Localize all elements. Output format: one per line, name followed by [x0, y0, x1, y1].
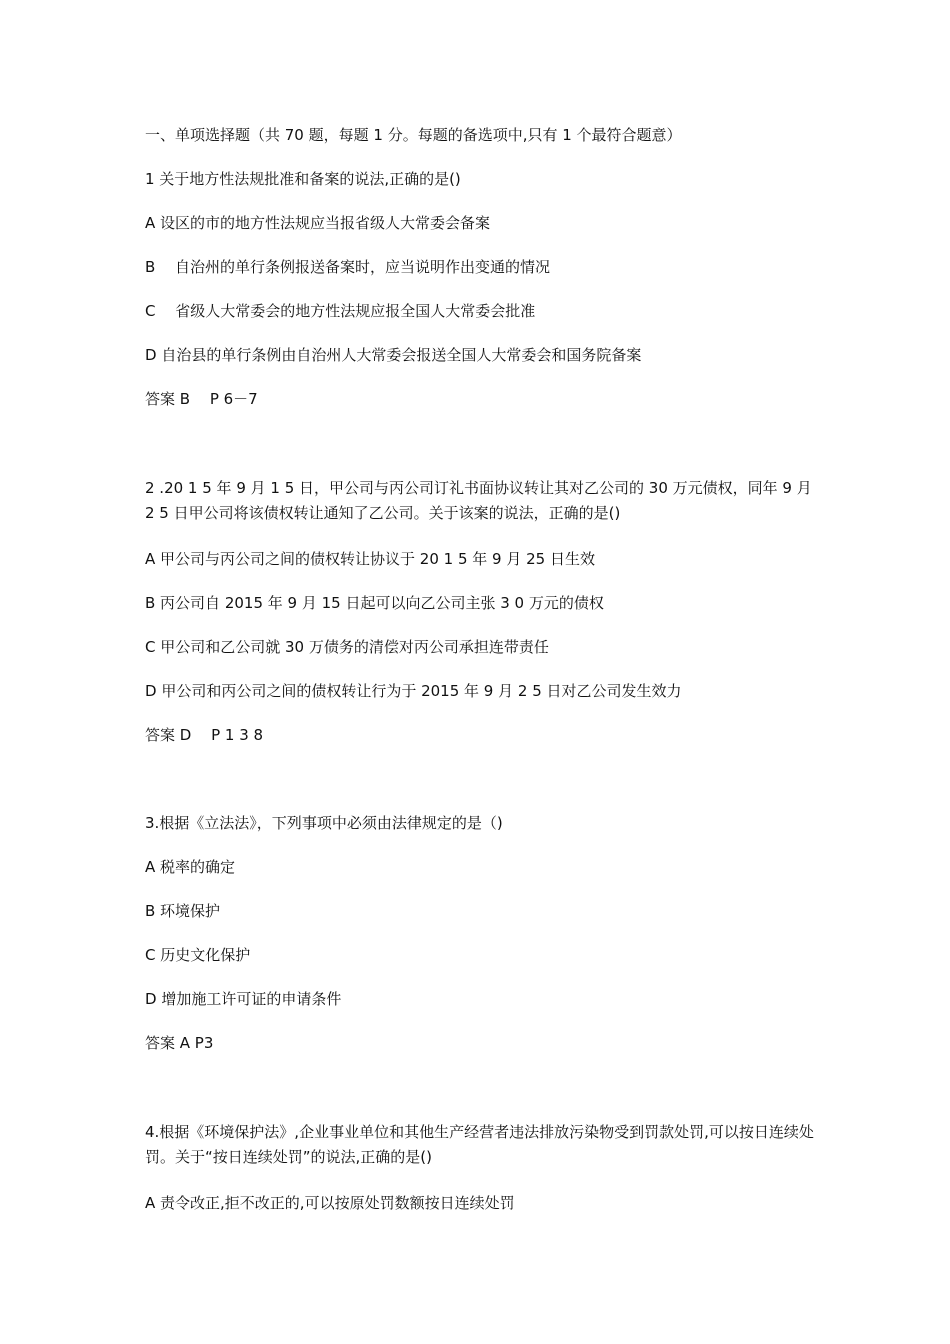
question-2-answer: 答案 D P 1 3 8 — [145, 726, 264, 744]
question-3-answer: 答案 A P3 — [145, 1034, 214, 1052]
question-1-option-a: A 设区的市的地方性法规应当报省级人大常委会备案 — [145, 214, 491, 232]
question-3-option-c: C 历史文化保护 — [145, 946, 251, 964]
question-1-option-b: B 自治州的单行条例报送备案时，应当说明作出变通的情况 — [145, 258, 551, 276]
section-header: 一、单项选择题（共 70 题，每题 1 分。每题的备选项中,只有 1 个最符合题意） — [145, 126, 682, 144]
question-2-option-a: A 甲公司与丙公司之间的债权转让协议于 20 1 5 年 9 月 25 日生效 — [145, 550, 595, 568]
question-1-stem: 1 关于地方性法规批准和备案的说法,正确的是() — [145, 170, 461, 188]
question-4-stem: 4.根据《环境保护法》,企业事业单位和其他生产经营者违法排放污染物受到罚款处罚,可以按日连续处罚。关于“按日连续处罚”的说法,正确的是() — [145, 1123, 814, 1166]
question-3-stem: 3.根据《立法法》，下列事项中必须由法律规定的是（) — [145, 814, 503, 832]
question-1-option-c: C 省级人大常委会的地方性法规应报全国人大常委会批准 — [145, 302, 536, 320]
question-2-stem: 2 .20 1 5 年 9 月 1 5 日，甲公司与丙公司订礼书面协议转让其对乙公司的 30 万元债权，同年 9 月 2 5 日甲公司将该债权转让通知了乙公司。关于该案的说法，正确的是() — [145, 479, 812, 522]
question-3-option-a: A 税率的确定 — [145, 858, 236, 876]
question-2-option-d: D 甲公司和丙公司之间的债权转让行为于 2015 年 9 月 2 5 日对乙公司发生效力 — [145, 682, 682, 700]
question-4-option-a: A 责令改正,拒不改正的,可以按原处罚数额按日连续处罚 — [145, 1194, 515, 1212]
document-body — [145, 124, 825, 1236]
question-1-answer: 答案 B P 6－7 — [145, 390, 258, 408]
question-2-option-b: B 丙公司自 2015 年 9 月 15 日起可以向乙公司主张 3 0 万元的债权 — [145, 594, 604, 612]
question-2-option-c: C 甲公司和乙公司就 30 万债务的清偿对丙公司承担连带责任 — [145, 638, 549, 656]
question-3-option-b: B 环境保护 — [145, 902, 221, 920]
question-3-option-d: D 增加施工许可证的申请条件 — [145, 990, 342, 1008]
question-1-option-d: D 自治县的单行条例由自治州人大常委会报送全国人大常委会和国务院备案 — [145, 346, 642, 364]
